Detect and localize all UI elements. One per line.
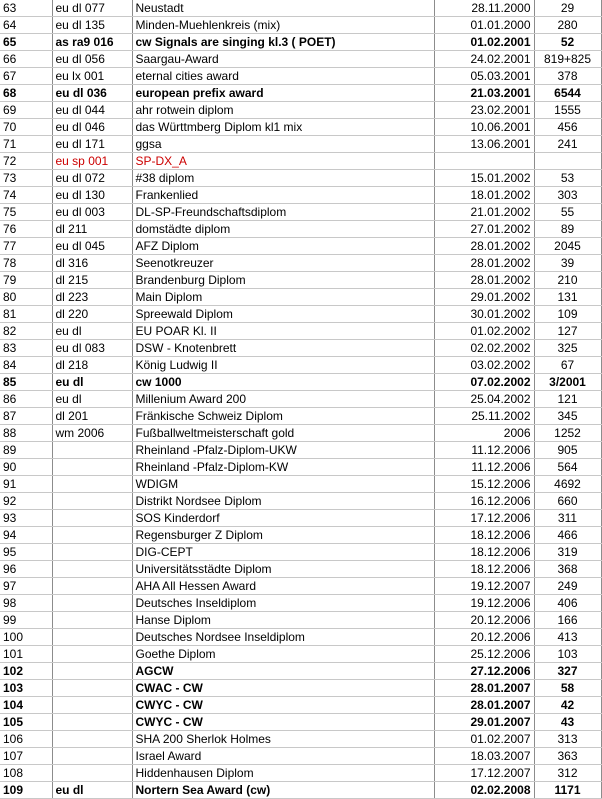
- date-cell[interactable]: 27.01.2002: [434, 221, 534, 238]
- award-title-cell[interactable]: eternal cities award: [132, 68, 434, 85]
- award-title-cell[interactable]: SHA 200 Sherlok Holmes: [132, 731, 434, 748]
- date-cell[interactable]: 01.02.2007: [434, 731, 534, 748]
- number-cell[interactable]: [534, 153, 601, 170]
- number-cell[interactable]: 89: [534, 221, 601, 238]
- number-cell[interactable]: 6544: [534, 85, 601, 102]
- date-cell[interactable]: 05.03.2001: [434, 68, 534, 85]
- date-cell[interactable]: 19.12.2007: [434, 578, 534, 595]
- date-cell[interactable]: 11.12.2006: [434, 442, 534, 459]
- award-title-cell[interactable]: CWAC - CW: [132, 680, 434, 697]
- award-title-cell[interactable]: das Württmberg Diplom kl1 mix: [132, 119, 434, 136]
- award-title-cell[interactable]: Fränkische Schweiz Diplom: [132, 408, 434, 425]
- row-number-cell[interactable]: 79: [0, 272, 52, 289]
- row-number-cell[interactable]: 97: [0, 578, 52, 595]
- date-cell[interactable]: 20.12.2006: [434, 629, 534, 646]
- date-cell[interactable]: 28.01.2007: [434, 697, 534, 714]
- row-number-cell[interactable]: 106: [0, 731, 52, 748]
- reference-cell[interactable]: eu dl 044: [52, 102, 132, 119]
- date-cell[interactable]: 21.03.2001: [434, 85, 534, 102]
- row-number-cell[interactable]: 101: [0, 646, 52, 663]
- table-row: [0, 578, 601, 595]
- date-cell[interactable]: 24.02.2001: [434, 51, 534, 68]
- award-title-cell[interactable]: DL-SP-Freundschaftsdiplom: [132, 204, 434, 221]
- table-row: [0, 391, 601, 408]
- row-number-cell[interactable]: 103: [0, 680, 52, 697]
- reference-cell[interactable]: dl 215: [52, 272, 132, 289]
- reference-cell[interactable]: [52, 442, 132, 459]
- table-row: [0, 34, 601, 51]
- table-row: [0, 340, 601, 357]
- table-row: [0, 17, 601, 34]
- row-number-cell[interactable]: 77: [0, 238, 52, 255]
- date-cell[interactable]: 28.01.2002: [434, 238, 534, 255]
- award-title-cell[interactable]: SOS Kinderdorf: [132, 510, 434, 527]
- award-title-cell[interactable]: EU POAR Kl. II: [132, 323, 434, 340]
- number-cell[interactable]: 43: [534, 714, 601, 731]
- reference-cell[interactable]: [52, 510, 132, 527]
- number-cell[interactable]: 1252: [534, 425, 601, 442]
- table-row: [0, 476, 601, 493]
- date-cell[interactable]: 25.04.2002: [434, 391, 534, 408]
- reference-cell[interactable]: dl 211: [52, 221, 132, 238]
- award-title-cell[interactable]: AHA All Hessen Award: [132, 578, 434, 595]
- table-row: [0, 85, 601, 102]
- reference-cell[interactable]: eu dl: [52, 323, 132, 340]
- row-number-cell[interactable]: 70: [0, 119, 52, 136]
- number-cell[interactable]: 312: [534, 765, 601, 782]
- award-title-cell[interactable]: Universitätsstädte Diplom: [132, 561, 434, 578]
- number-cell[interactable]: 564: [534, 459, 601, 476]
- table-row: [0, 102, 601, 119]
- reference-cell[interactable]: [52, 459, 132, 476]
- row-number-cell[interactable]: 88: [0, 425, 52, 442]
- row-number-cell[interactable]: 85: [0, 374, 52, 391]
- reference-cell[interactable]: [52, 476, 132, 493]
- date-cell[interactable]: 25.12.2006: [434, 646, 534, 663]
- date-cell[interactable]: 28.01.2007: [434, 680, 534, 697]
- row-number-cell[interactable]: 98: [0, 595, 52, 612]
- row-number-cell[interactable]: 71: [0, 136, 52, 153]
- table-row: [0, 221, 601, 238]
- row-number-cell[interactable]: 108: [0, 765, 52, 782]
- row-number-cell[interactable]: 75: [0, 204, 52, 221]
- number-cell[interactable]: 456: [534, 119, 601, 136]
- reference-cell[interactable]: eu dl 072: [52, 170, 132, 187]
- table-row: [0, 663, 601, 680]
- reference-cell[interactable]: eu dl 083: [52, 340, 132, 357]
- number-cell[interactable]: 368: [534, 561, 601, 578]
- award-title-cell[interactable]: Frankenlied: [132, 187, 434, 204]
- row-number-cell[interactable]: 107: [0, 748, 52, 765]
- reference-cell[interactable]: [52, 629, 132, 646]
- reference-cell[interactable]: [52, 663, 132, 680]
- date-cell[interactable]: 10.06.2001: [434, 119, 534, 136]
- number-cell[interactable]: 311: [534, 510, 601, 527]
- number-cell[interactable]: 313: [534, 731, 601, 748]
- number-cell[interactable]: 58: [534, 680, 601, 697]
- date-cell[interactable]: 01.02.2002: [434, 323, 534, 340]
- row-number-cell[interactable]: 72: [0, 153, 52, 170]
- date-cell[interactable]: 15.12.2006: [434, 476, 534, 493]
- number-cell[interactable]: 109: [534, 306, 601, 323]
- date-cell[interactable]: 03.02.2002: [434, 357, 534, 374]
- row-number-cell[interactable]: 99: [0, 612, 52, 629]
- table-row: [0, 782, 601, 799]
- number-cell[interactable]: 39: [534, 255, 601, 272]
- row-number-cell[interactable]: 89: [0, 442, 52, 459]
- reference-cell[interactable]: eu dl 056: [52, 51, 132, 68]
- number-cell[interactable]: 4692: [534, 476, 601, 493]
- number-cell[interactable]: 1555: [534, 102, 601, 119]
- award-title-cell[interactable]: Regensburger Z Diplom: [132, 527, 434, 544]
- row-number-cell[interactable]: 94: [0, 527, 52, 544]
- row-number-cell[interactable]: 102: [0, 663, 52, 680]
- award-title-cell[interactable]: cw Signals are singing kl.3 ( POET): [132, 34, 434, 51]
- reference-cell[interactable]: [52, 493, 132, 510]
- number-cell[interactable]: 103: [534, 646, 601, 663]
- table-row: [0, 323, 601, 340]
- award-title-cell[interactable]: Hiddenhausen Diplom: [132, 765, 434, 782]
- award-title-cell[interactable]: AGCW: [132, 663, 434, 680]
- table-row: [0, 0, 601, 17]
- reference-cell[interactable]: [52, 680, 132, 697]
- table-row: [0, 68, 601, 85]
- row-number-cell[interactable]: 90: [0, 459, 52, 476]
- table-row: [0, 425, 601, 442]
- number-cell[interactable]: 52: [534, 34, 601, 51]
- reference-cell[interactable]: eu dl 003: [52, 204, 132, 221]
- row-number-cell[interactable]: 63: [0, 0, 52, 17]
- reference-cell[interactable]: [52, 578, 132, 595]
- date-cell[interactable]: 21.01.2002: [434, 204, 534, 221]
- award-title-cell[interactable]: DSW - Knotenbrett: [132, 340, 434, 357]
- reference-cell[interactable]: eu dl 130: [52, 187, 132, 204]
- table-row: [0, 51, 601, 68]
- award-title-cell[interactable]: Goethe Diplom: [132, 646, 434, 663]
- award-title-cell[interactable]: Rheinland -Pfalz-Diplom-KW: [132, 459, 434, 476]
- number-cell[interactable]: 345: [534, 408, 601, 425]
- date-cell[interactable]: 28.01.2002: [434, 255, 534, 272]
- date-cell[interactable]: 25.11.2002: [434, 408, 534, 425]
- reference-cell[interactable]: dl 316: [52, 255, 132, 272]
- table-row: [0, 272, 601, 289]
- table-row: [0, 170, 601, 187]
- row-number-cell[interactable]: 82: [0, 323, 52, 340]
- award-title-cell[interactable]: CWYC - CW: [132, 697, 434, 714]
- award-title-cell[interactable]: SP-DX_A: [132, 153, 434, 170]
- award-title-cell[interactable]: european prefix award: [132, 85, 434, 102]
- row-number-cell[interactable]: 74: [0, 187, 52, 204]
- date-cell[interactable]: 20.12.2006: [434, 612, 534, 629]
- reference-cell[interactable]: [52, 731, 132, 748]
- row-number-cell[interactable]: 105: [0, 714, 52, 731]
- number-cell[interactable]: 2045: [534, 238, 601, 255]
- row-number-cell[interactable]: 91: [0, 476, 52, 493]
- row-number-cell[interactable]: 80: [0, 289, 52, 306]
- table-row: [0, 357, 601, 374]
- date-cell[interactable]: 01.01.2000: [434, 17, 534, 34]
- award-title-cell[interactable]: Hanse Diplom: [132, 612, 434, 629]
- row-number-cell[interactable]: 109: [0, 782, 52, 799]
- date-cell[interactable]: 29.01.2002: [434, 289, 534, 306]
- award-title-cell[interactable]: CWYC - CW: [132, 714, 434, 731]
- number-cell[interactable]: 466: [534, 527, 601, 544]
- table-row: [0, 204, 601, 221]
- table-row: [0, 680, 601, 697]
- table-row: [0, 289, 601, 306]
- reference-cell[interactable]: [52, 748, 132, 765]
- number-cell[interactable]: 127: [534, 323, 601, 340]
- number-cell[interactable]: 327: [534, 663, 601, 680]
- row-number-cell[interactable]: 93: [0, 510, 52, 527]
- table-row: [0, 595, 601, 612]
- table-row: [0, 612, 601, 629]
- award-title-cell[interactable]: Main Diplom: [132, 289, 434, 306]
- date-cell[interactable]: 11.12.2006: [434, 459, 534, 476]
- award-title-cell[interactable]: Minden-Muehlenkreis (mix): [132, 17, 434, 34]
- number-cell[interactable]: 55: [534, 204, 601, 221]
- reference-cell[interactable]: eu dl 077: [52, 0, 132, 17]
- reference-cell[interactable]: [52, 612, 132, 629]
- table-row: [0, 646, 601, 663]
- award-title-cell[interactable]: Distrikt Nordsee Diplom: [132, 493, 434, 510]
- reference-cell[interactable]: eu dl 046: [52, 119, 132, 136]
- reference-cell[interactable]: eu dl: [52, 391, 132, 408]
- table-row: [0, 136, 601, 153]
- number-cell[interactable]: 42: [534, 697, 601, 714]
- reference-cell[interactable]: [52, 595, 132, 612]
- reference-cell[interactable]: eu dl 036: [52, 85, 132, 102]
- table-row: [0, 187, 601, 204]
- number-cell[interactable]: 121: [534, 391, 601, 408]
- table-row: [0, 527, 601, 544]
- table-row: [0, 629, 601, 646]
- row-number-cell[interactable]: 83: [0, 340, 52, 357]
- award-title-cell[interactable]: cw 1000: [132, 374, 434, 391]
- date-cell[interactable]: 27.12.2006: [434, 663, 534, 680]
- number-cell[interactable]: 660: [534, 493, 601, 510]
- reference-cell[interactable]: as ra9 016: [52, 34, 132, 51]
- table-row: [0, 765, 601, 782]
- number-cell[interactable]: 413: [534, 629, 601, 646]
- table-row: [0, 442, 601, 459]
- award-title-cell[interactable]: König Ludwig II: [132, 357, 434, 374]
- table-row: [0, 459, 601, 476]
- date-cell[interactable]: 15.01.2002: [434, 170, 534, 187]
- number-cell[interactable]: 406: [534, 595, 601, 612]
- row-number-cell[interactable]: 81: [0, 306, 52, 323]
- table-row: [0, 119, 601, 136]
- award-title-cell[interactable]: Seenotkreuzer: [132, 255, 434, 272]
- table-row: [0, 714, 601, 731]
- table-row: [0, 544, 601, 561]
- reference-cell[interactable]: [52, 697, 132, 714]
- reference-cell[interactable]: [52, 544, 132, 561]
- award-title-cell[interactable]: Deutsches Inseldiplom: [132, 595, 434, 612]
- table-row: [0, 374, 601, 391]
- date-cell[interactable]: 02.02.2002: [434, 340, 534, 357]
- date-cell[interactable]: 01.02.2001: [434, 34, 534, 51]
- table-row: [0, 493, 601, 510]
- table-row: [0, 748, 601, 765]
- row-number-cell[interactable]: 67: [0, 68, 52, 85]
- table-row: [0, 408, 601, 425]
- row-number-cell[interactable]: 78: [0, 255, 52, 272]
- date-cell[interactable]: 02.02.2008: [434, 782, 534, 799]
- reference-cell[interactable]: dl 201: [52, 408, 132, 425]
- table-row: [0, 153, 601, 170]
- row-number-cell[interactable]: 64: [0, 17, 52, 34]
- number-cell[interactable]: 280: [534, 17, 601, 34]
- row-number-cell[interactable]: 92: [0, 493, 52, 510]
- reference-cell[interactable]: eu dl: [52, 374, 132, 391]
- number-cell[interactable]: 67: [534, 357, 601, 374]
- row-number-cell[interactable]: 73: [0, 170, 52, 187]
- number-cell[interactable]: 363: [534, 748, 601, 765]
- number-cell[interactable]: 210: [534, 272, 601, 289]
- reference-cell[interactable]: [52, 561, 132, 578]
- award-title-cell[interactable]: Neustadt: [132, 0, 434, 17]
- table-row: [0, 697, 601, 714]
- row-number-cell[interactable]: 65: [0, 34, 52, 51]
- date-cell[interactable]: 19.12.2006: [434, 595, 534, 612]
- number-cell[interactable]: 378: [534, 68, 601, 85]
- award-title-cell[interactable]: DIG-CEPT: [132, 544, 434, 561]
- table-row: [0, 731, 601, 748]
- award-title-cell[interactable]: Brandenburg Diplom: [132, 272, 434, 289]
- number-cell[interactable]: 303: [534, 187, 601, 204]
- date-cell[interactable]: 2006: [434, 425, 534, 442]
- date-cell[interactable]: 30.01.2002: [434, 306, 534, 323]
- number-cell[interactable]: 29: [534, 0, 601, 17]
- award-title-cell[interactable]: ggsa: [132, 136, 434, 153]
- award-title-cell[interactable]: WDIGM: [132, 476, 434, 493]
- reference-cell[interactable]: dl 223: [52, 289, 132, 306]
- number-cell[interactable]: 1171: [534, 782, 601, 799]
- number-cell[interactable]: 131: [534, 289, 601, 306]
- reference-cell[interactable]: [52, 527, 132, 544]
- date-cell[interactable]: 17.12.2007: [434, 765, 534, 782]
- award-title-cell[interactable]: #38 diplom: [132, 170, 434, 187]
- reference-cell[interactable]: eu dl 135: [52, 17, 132, 34]
- row-number-cell[interactable]: 87: [0, 408, 52, 425]
- row-number-cell[interactable]: 76: [0, 221, 52, 238]
- table-row: [0, 510, 601, 527]
- date-cell[interactable]: 28.11.2000: [434, 0, 534, 17]
- date-cell[interactable]: [434, 153, 534, 170]
- reference-cell[interactable]: [52, 765, 132, 782]
- number-cell[interactable]: 249: [534, 578, 601, 595]
- date-cell[interactable]: 07.02.2002: [434, 374, 534, 391]
- award-title-cell[interactable]: Rheinland -Pfalz-Diplom-UKW: [132, 442, 434, 459]
- reference-cell[interactable]: eu dl 045: [52, 238, 132, 255]
- row-number-cell[interactable]: 104: [0, 697, 52, 714]
- row-number-cell[interactable]: 68: [0, 85, 52, 102]
- reference-cell[interactable]: [52, 714, 132, 731]
- number-cell[interactable]: 325: [534, 340, 601, 357]
- number-cell[interactable]: 53: [534, 170, 601, 187]
- date-cell[interactable]: 18.12.2006: [434, 561, 534, 578]
- date-cell[interactable]: 28.01.2002: [434, 272, 534, 289]
- reference-cell[interactable]: eu sp 001: [52, 153, 132, 170]
- number-cell[interactable]: 241: [534, 136, 601, 153]
- reference-cell[interactable]: eu dl: [52, 782, 132, 799]
- award-title-cell[interactable]: AFZ Diplom: [132, 238, 434, 255]
- award-title-cell[interactable]: Deutsches Nordsee Inseldiplom: [132, 629, 434, 646]
- award-title-cell[interactable]: Israel Award: [132, 748, 434, 765]
- reference-cell[interactable]: dl 218: [52, 357, 132, 374]
- row-number-cell[interactable]: 96: [0, 561, 52, 578]
- row-number-cell[interactable]: 69: [0, 102, 52, 119]
- row-number-cell[interactable]: 95: [0, 544, 52, 561]
- date-cell[interactable]: 18.03.2007: [434, 748, 534, 765]
- number-cell[interactable]: 905: [534, 442, 601, 459]
- award-title-cell[interactable]: Spreewald Diplom: [132, 306, 434, 323]
- award-title-cell[interactable]: Saargau-Award: [132, 51, 434, 68]
- reference-cell[interactable]: eu lx 001: [52, 68, 132, 85]
- reference-cell[interactable]: eu dl 171: [52, 136, 132, 153]
- award-title-cell[interactable]: Nortern Sea Award (cw): [132, 782, 434, 799]
- date-cell[interactable]: 13.06.2001: [434, 136, 534, 153]
- row-number-cell[interactable]: 100: [0, 629, 52, 646]
- table-row: [0, 306, 601, 323]
- number-cell[interactable]: 319: [534, 544, 601, 561]
- award-title-cell[interactable]: ahr rotwein diplom: [132, 102, 434, 119]
- row-number-cell[interactable]: 66: [0, 51, 52, 68]
- award-title-cell[interactable]: domstädte diplom: [132, 221, 434, 238]
- reference-cell[interactable]: wm 2006: [52, 425, 132, 442]
- row-number-cell[interactable]: 86: [0, 391, 52, 408]
- date-cell[interactable]: 29.01.2007: [434, 714, 534, 731]
- date-cell[interactable]: 18.12.2006: [434, 527, 534, 544]
- number-cell[interactable]: 166: [534, 612, 601, 629]
- reference-cell[interactable]: dl 220: [52, 306, 132, 323]
- table-row: [0, 561, 601, 578]
- row-number-cell[interactable]: 84: [0, 357, 52, 374]
- award-title-cell[interactable]: Millenium Award 200: [132, 391, 434, 408]
- award-title-cell[interactable]: Fußballweltmeisterschaft gold: [132, 425, 434, 442]
- number-cell[interactable]: 819+825: [534, 51, 601, 68]
- date-cell[interactable]: 17.12.2006: [434, 510, 534, 527]
- reference-cell[interactable]: [52, 646, 132, 663]
- table-row: [0, 255, 601, 272]
- date-cell[interactable]: 18.12.2006: [434, 544, 534, 561]
- date-cell[interactable]: 18.01.2002: [434, 187, 534, 204]
- table-row: [0, 238, 601, 255]
- number-cell[interactable]: 3/2001: [534, 374, 601, 391]
- date-cell[interactable]: 16.12.2006: [434, 493, 534, 510]
- date-cell[interactable]: 23.02.2001: [434, 102, 534, 119]
